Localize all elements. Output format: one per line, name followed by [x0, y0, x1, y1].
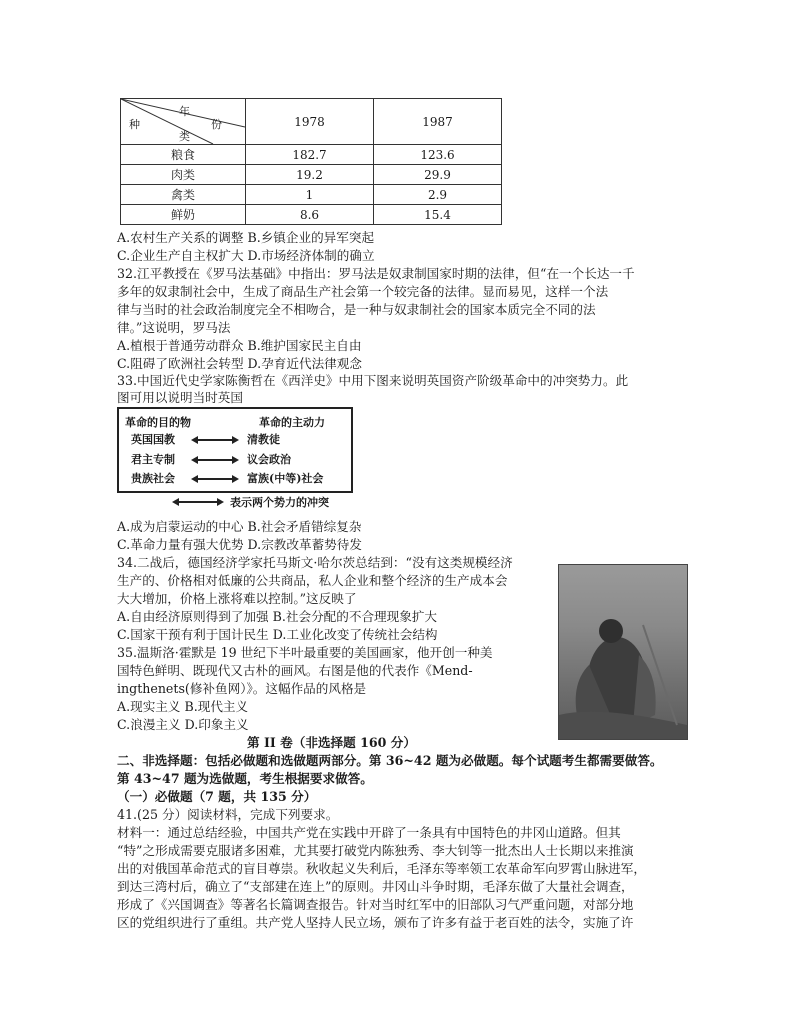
q32-stem-line-2: 多年的奴隶制社会中，生成了商品生产社会第一个较完备的法律。显而易见，这样一个法 [117, 284, 609, 299]
diagram-right-item: 富族(中等)社会 [247, 472, 324, 485]
table-header-row [121, 99, 502, 145]
corner-label-fen: 份 [211, 118, 222, 131]
diagram-right-item: 清教徒 [247, 433, 280, 446]
q33-options-line-1: A.成为启蒙运动的中心 B.社会矛盾错综复杂 [117, 519, 362, 534]
row-label: 鲜奶 [121, 205, 246, 225]
table-corner-cell [121, 99, 246, 145]
table-cell: 8.6 [246, 205, 374, 225]
diagram-left-item: 君主专制 [131, 453, 175, 466]
table-row [121, 145, 502, 165]
q35-stem-line-3: ingthenets(修补鱼网）》。这幅作品的风格是 [117, 681, 367, 696]
material-one-line-2: “特”之形成需要克服诸多困难，尤其要打破党内陈独秀、李大钊等一批杰出人士长期以来推演 [117, 843, 634, 858]
table-cell: 19.2 [246, 165, 374, 185]
corner-label-nian: 年 [179, 105, 190, 118]
table-row [121, 165, 502, 185]
double-arrow-icon [172, 496, 224, 508]
required-section-title: （一）必做题（7 题，共 135 分） [117, 789, 317, 804]
row-label: 肉类 [121, 165, 246, 185]
q34-options-line-2: C.国家干预有利于国计民生 D.工业化改变了传统社会结构 [117, 627, 438, 642]
q31-options-line-2: C.企业生产自主权扩大 D.市场经济体制的确立 [117, 248, 375, 263]
q35-stem-line-2: 国特色鲜明、既现代又古朴的画风。右图是他的代表作《Mend- [117, 663, 473, 678]
table-cell: 15.4 [374, 205, 502, 225]
corner-label-zhong: 种 [129, 118, 140, 131]
q32-stem-line-4: 律。”这说明，罗马法 [117, 320, 231, 335]
section-instruction-line-1: 二、非选择题：包括必做题和选做题两部分。第 36~42 题为必做题。每个试题考生都需要做答。 [117, 753, 663, 768]
corner-label-lei: 类 [179, 130, 190, 143]
table-row [121, 185, 502, 205]
row-label: 禽类 [121, 185, 246, 205]
q34-stem-line-3: 大大增加，价格上涨将难以控制。”这反映了 [117, 591, 357, 606]
double-arrow-icon [191, 433, 239, 447]
table-cell: 182.7 [246, 145, 374, 165]
legend-text: 表示两个势力的冲突 [230, 496, 329, 509]
diagram-right-item: 议会政治 [247, 453, 291, 466]
q34-stem-line-1: 34.二战后，德国经济学家托马斯文·哈尔茨总结到：“没有这类规模经济 [117, 555, 513, 570]
q32-stem-line-3: 律与当时的社会政治制度完全不相吻合，是一种与奴隶制社会的国家本质完全不同的法 [117, 302, 596, 317]
material-one-line-6: 区的党组织进行了重组。共产党人坚持人民立场，颁布了许多有益于老百姓的法令，实施了许 [117, 915, 634, 930]
q32-options-line-1: A.植根于普通劳动群众 B.维护国家民主自由 [117, 338, 362, 353]
q33-stem-line-1: 33.中国近代史学家陈衡哲在《西洋史》中用下图来说明英国资产阶级革命中的冲突势力。此 [117, 373, 629, 388]
column-header: 1987 [374, 99, 502, 145]
diagram-left-item: 英国国教 [131, 433, 175, 446]
q32-options-line-2: C.阻碍了欧洲社会转型 D.孕育近代法律观念 [117, 356, 362, 371]
painting-figure [559, 565, 687, 739]
section-instruction-line-2: 第 43~47 题为选做题，考生根据要求做答。 [117, 771, 373, 786]
material-one-line-1: 材料一：通过总结经验，中国共产党在实践中开辟了一条具有中国特色的井冈山道路。但其 [117, 825, 621, 840]
section-ii-title: 第 II 卷（非选择题 160 分） [247, 735, 416, 750]
table-cell: 29.9 [374, 165, 502, 185]
statistics-table [120, 98, 502, 225]
column-header: 1978 [246, 99, 374, 145]
diagram-head-right: 革命的主动力 [259, 416, 325, 429]
double-arrow-icon [191, 472, 239, 486]
table-cell: 1 [246, 185, 374, 205]
material-one-line-5: 形成了《兴国调查》等著名长篇调查报告。针对当时红军中的旧部队习气严重问题，对部分地 [117, 897, 634, 912]
diagram-legend [172, 494, 329, 510]
q35-options-line-1: A.现实主义 B.现代主义 [117, 699, 249, 714]
row-label: 粮食 [121, 145, 246, 165]
revolution-conflict-diagram [117, 407, 353, 493]
q35-stem-line-1: 35.温斯洛·霍默是 19 世纪下半叶最重要的美国画家，他开创一种美 [117, 645, 493, 660]
q31-options-line-1: A.农村生产关系的调整 B.乡镇企业的异军突起 [117, 230, 375, 245]
q32-stem-line-1: 32.江平教授在《罗马法基础》中指出：罗马法是奴隶制国家时期的法律，但“在一个长达一千 [117, 266, 635, 281]
material-one-line-3: 出的对俄国革命范式的盲目尊崇。秋收起义失利后，毛泽东等率领工农革命军向罗霄山脉进军， [117, 861, 646, 876]
table-cell: 123.6 [374, 145, 502, 165]
q35-options-line-2: C.浪漫主义 D.印象主义 [117, 717, 249, 732]
diagram-head-left: 革命的目的物 [125, 416, 191, 429]
q33-stem-line-2: 图可用以说明当时英国 [117, 390, 243, 405]
table-cell: 2.9 [374, 185, 502, 205]
q41-stem: 41.(25 分）阅读材料，完成下列要求。 [117, 807, 339, 822]
diagram-left-item: 贵族社会 [131, 472, 175, 485]
q33-options-line-2: C.革命力量有强大优势 D.宗教改革蓄势待发 [117, 537, 362, 552]
q34-stem-line-2: 生产的、价格相对低廉的公共商品，私人企业和整个经济的生产成本会 [117, 573, 508, 588]
material-one-line-4: 到达三湾村后，确立了“支部建在连上”的原则。井冈山斗争时期，毛泽东做了大量社会调查， [117, 879, 634, 894]
double-arrow-icon [191, 453, 239, 467]
homer-painting-image [558, 564, 688, 740]
table-row [121, 205, 502, 225]
q34-options-line-1: A.自由经济原则得到了加强 B.社会分配的不合理现象扩大 [117, 609, 438, 624]
